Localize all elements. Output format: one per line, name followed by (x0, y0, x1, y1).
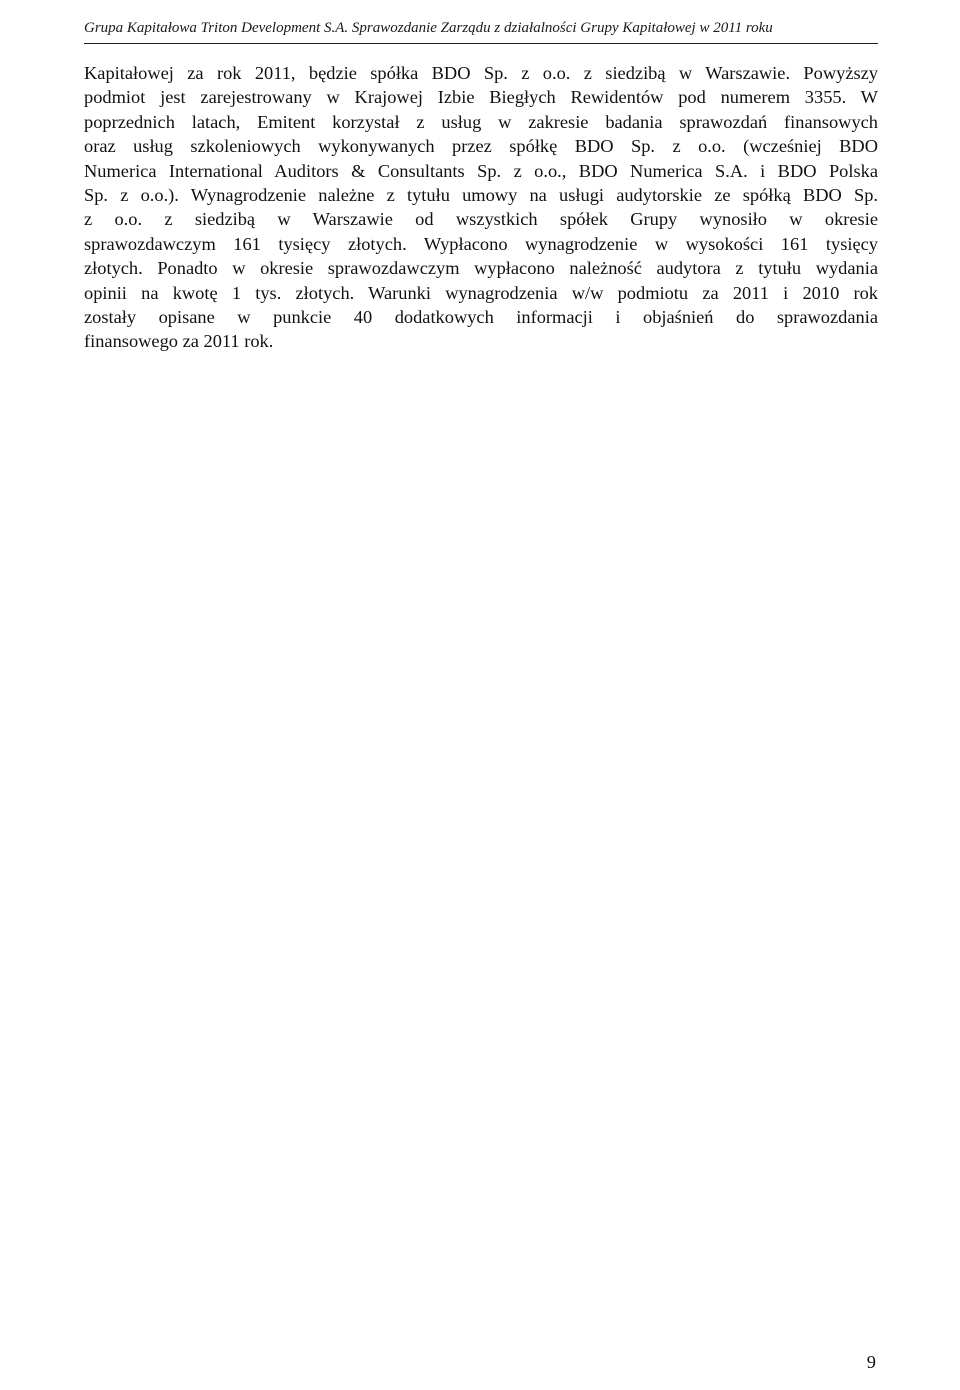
paragraph-line: Numerica International Auditors & Consultants Sp. z o.o., BDO Numerica S.A. i BDO Polska (84, 160, 878, 181)
header-divider (84, 43, 878, 44)
running-header: Grupa Kapitałowa Triton Development S.A. Sprawozdanie Zarządu z działalności Grupy Kapitałowej w 2011 roku (84, 20, 773, 36)
paragraph-line: Sp. z o.o.). Wynagrodzenie należne z tytułu umowy na usługi audytorskie ze spółką BDO Sp. (84, 185, 878, 206)
paragraph-line: Kapitałowej za rok 2011, będzie spółka BDO Sp. z o.o. z siedzibą w Warszawie. Powyższy (84, 63, 878, 83)
page-number: 9 (866, 1352, 876, 1372)
paragraph-line: finansowego za 2011 rok. (84, 331, 274, 352)
paragraph-line: z o.o. z siedzibą w Warszawie od wszystkich spółek Grupy wynosiło w okresie (84, 209, 878, 230)
paragraph-line: podmiot jest zarejestrowany w Krajowej Izbie Biegłych Rewidentów pod numerem 3355. W (84, 87, 878, 108)
body-paragraph (84, 61, 878, 354)
paragraph-line: sprawozdawczym 161 tysięcy złotych. Wypłacono wynagrodzenie w wysokości 161 tysięcy (84, 233, 878, 254)
paragraph-line: złotych. Ponadto w okresie sprawozdawczym wypłacono należność audytora z tytułu wydania (84, 258, 878, 279)
paragraph-line: zostały opisane w punkcie 40 dodatkowych informacji i objaśnień do sprawozdania (84, 307, 878, 328)
paragraph-line: poprzednich latach, Emitent korzystał z usług w zakresie badania sprawozdań finansowych (84, 111, 878, 132)
paragraph-line: opinii na kwotę 1 tys. złotych. Warunki wynagrodzenia w/w podmiotu za 2011 i 2010 rok (84, 282, 878, 303)
paragraph-line: oraz usług szkoleniowych wykonywanych przez spółkę BDO Sp. z o.o. (wcześniej BDO (84, 136, 878, 157)
